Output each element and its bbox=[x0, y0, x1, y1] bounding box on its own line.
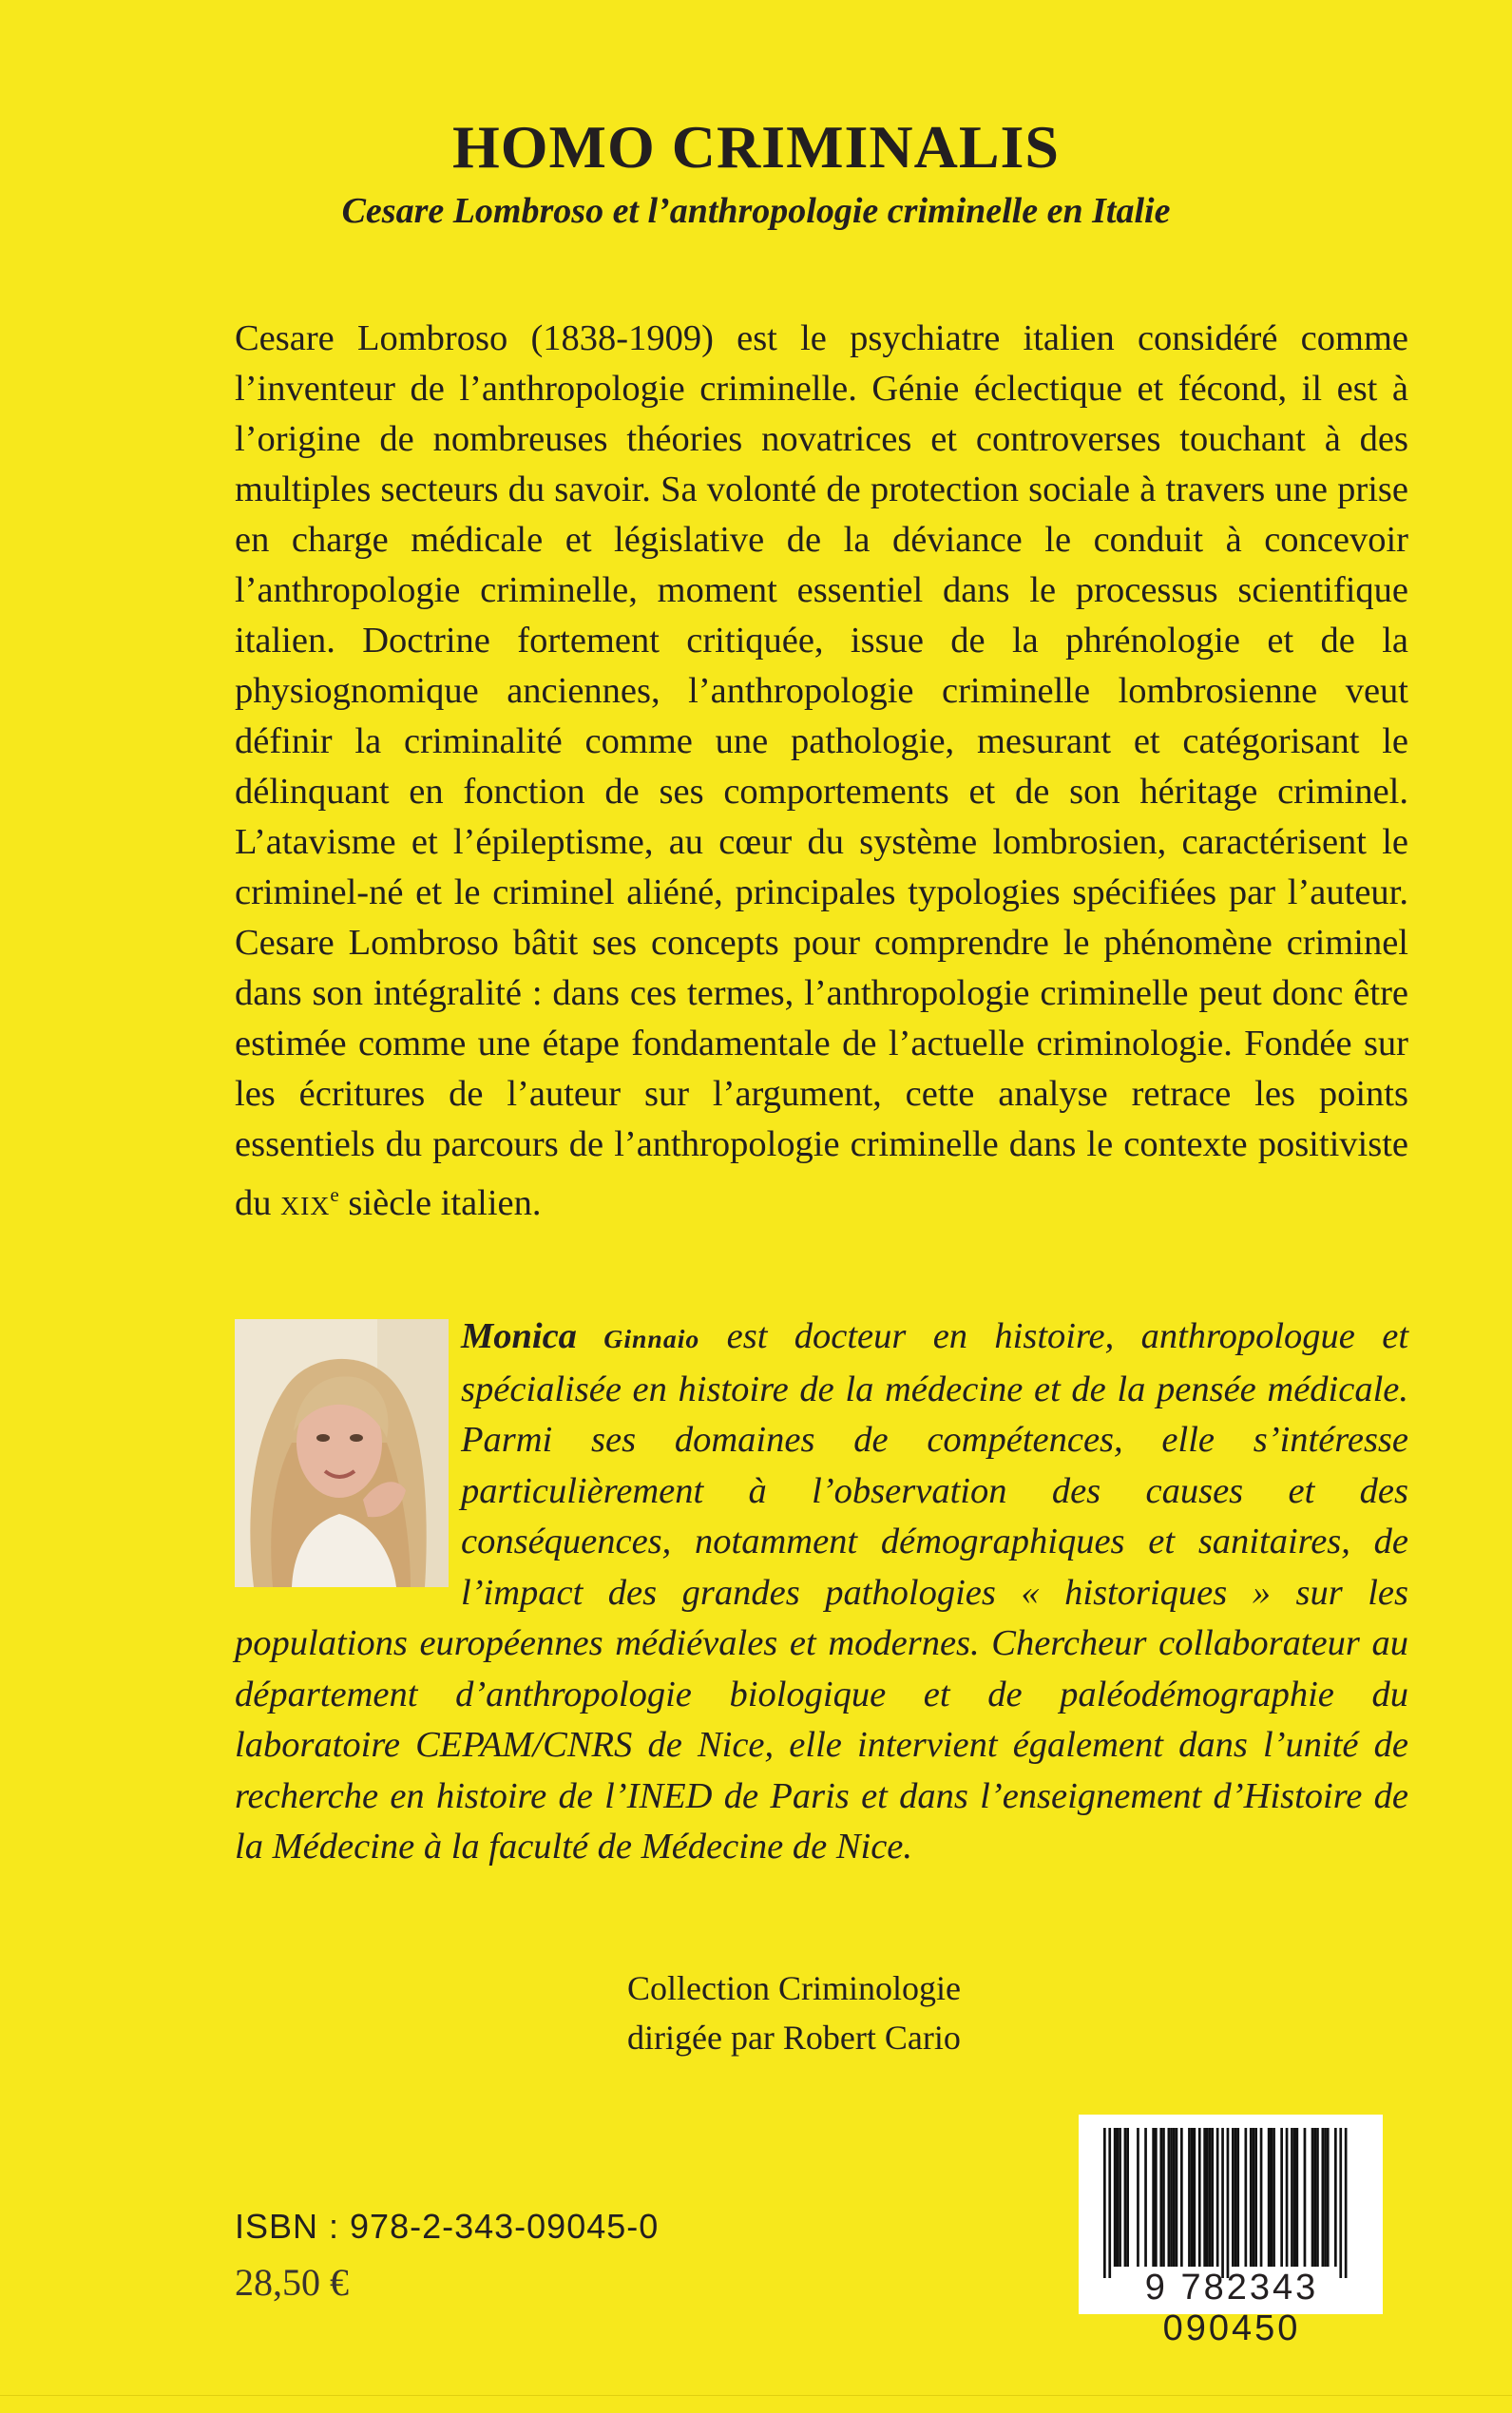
book-subtitle: Cesare Lombroso et l’anthropologie criminelle en Italie bbox=[341, 191, 1171, 231]
barcode-bar bbox=[1216, 2128, 1219, 2267]
barcode-bar bbox=[1339, 2128, 1342, 2278]
barcode-bar bbox=[1260, 2128, 1263, 2267]
collection-info bbox=[627, 1963, 961, 2062]
author-name bbox=[461, 1316, 699, 1356]
barcode-bar bbox=[1203, 2128, 1206, 2267]
collection-name: Collection Criminologie bbox=[627, 1969, 961, 2007]
barcode-bar bbox=[1198, 2128, 1201, 2267]
barcode-bar bbox=[1293, 2128, 1296, 2267]
barcode-bar bbox=[1176, 2128, 1178, 2267]
barcode-bar bbox=[1253, 2128, 1255, 2267]
barcode-bar bbox=[1170, 2128, 1173, 2267]
author-last-name: Ginnaio bbox=[603, 1324, 700, 1353]
barcode-bar bbox=[1117, 2128, 1120, 2267]
barcode-bar bbox=[1162, 2128, 1165, 2267]
century-numeral: XIX bbox=[280, 1190, 331, 1220]
barcode-bar bbox=[1334, 2128, 1337, 2267]
barcode-bar bbox=[1311, 2128, 1314, 2267]
century-superscript: e bbox=[330, 1183, 339, 1206]
barcode-bar bbox=[1168, 2128, 1171, 2267]
barcode-bar bbox=[1159, 2128, 1162, 2267]
barcode-bar bbox=[1126, 2128, 1129, 2267]
barcode-bar bbox=[1254, 2128, 1257, 2267]
barcode-bar bbox=[1180, 2128, 1183, 2267]
barcode-bar bbox=[1232, 2128, 1234, 2267]
barcode-bar bbox=[1234, 2128, 1237, 2267]
isbn-number: ISBN : 978-2-343-09045-0 bbox=[235, 2207, 660, 2246]
barcode-bar bbox=[1296, 2128, 1299, 2267]
barcode-bar bbox=[1322, 2128, 1325, 2267]
barcode-bar bbox=[1316, 2128, 1319, 2267]
barcode-bar bbox=[1236, 2128, 1239, 2267]
barcode-bar bbox=[1188, 2128, 1191, 2267]
barcode-bar bbox=[1103, 2128, 1106, 2278]
barcode-bar bbox=[1137, 2128, 1139, 2267]
barcode-bar bbox=[1345, 2128, 1348, 2278]
barcode-bar bbox=[1273, 2128, 1275, 2267]
barcode-bar bbox=[1250, 2128, 1253, 2267]
collection-director: dirigée par Robert Cario bbox=[627, 2019, 961, 2057]
barcode-bar bbox=[1191, 2128, 1194, 2267]
barcode-bar bbox=[1194, 2128, 1196, 2267]
barcode-bar bbox=[1209, 2128, 1212, 2267]
barcode-bar bbox=[1291, 2128, 1293, 2267]
barcode-digits: 9 782343 090450 bbox=[1144, 2268, 1319, 2348]
summary-part-2: siècle italien. bbox=[348, 1182, 542, 1223]
barcode-bar bbox=[1280, 2128, 1283, 2267]
author-bio bbox=[235, 1312, 1408, 1873]
barcode-bar bbox=[1327, 2128, 1330, 2267]
barcode-bar bbox=[1173, 2128, 1176, 2267]
bottom-divider bbox=[0, 2395, 1512, 2396]
author-bio-text: est docteur en histoire, anthropologue et spécialisée en histoire de la médecine et de la pensée médicale. Parmi ses domaines de compétences, elle s’intéresse particulièrement à l’observation des causes et des conséquences, notamment démographiques et sanitaires, de l’impact des grandes pathologies « historiques » sur les populations européennes médiévales et modernes. Chercheur collaborateur au département d’anthropologie biologique et de paléodémographie du laboratoire CEPAM/CNRS de Nice, elle intervient également dans l’unité de recherche en histoire de l’INED de Paris et dans l’enseignement d’Histoire de la Médecine à la faculté de Médecine de Nice. bbox=[235, 1316, 1409, 1867]
barcode-bar bbox=[1304, 2128, 1307, 2267]
summary-part-1: Cesare Lombroso (1838-1909) est le psychiatre italien considéré comme l’inventeur de l’anthropologie criminelle. Génie éclectique et fécond, il est à l’origine de nombreuses théories novatrices et controverses touchant à des multiples secteurs du savoir. Sa volonté de protection sociale à travers une prise en charge médicale et législative de la déviance le conduit à concevoir l’anthropologie criminelle, moment essentiel dans le processus scientifique italien. Doctrine fortement critiquée, issue de la phrénologie et de la physiognomique anciennes, l’anthropologie criminelle lombrosienne veut définir la criminalité comme une pathologie, mesurant et catégorisant le délinquant en fonction de ses comportements et de son héritage criminel. L’atavisme et l’épileptisme, au cœur du système lombrosien, caractérisent le criminel-né et le criminel aliéné, principales typologies spécifiées par l’auteur. Cesare Lombroso bâtit ses concepts pour comprendre le phénomène criminel dans son intégralité : dans ces termes, l’anthropologie criminelle peut donc être estimée comme une étape fondamentale de l’actuelle criminologie. Fondée sur les écritures de l’auteur sur l’argument, cette analyse retrace les points essentiels du parcours de l’anthropologie criminelle dans le contexte positiviste du bbox=[235, 318, 1408, 1223]
barcode-bar bbox=[1286, 2128, 1289, 2267]
barcode-bar bbox=[1152, 2128, 1155, 2267]
author-first-name: Monica bbox=[461, 1316, 577, 1356]
barcode-bar bbox=[1108, 2128, 1111, 2278]
barcode-bar bbox=[1245, 2128, 1248, 2267]
barcode-bar bbox=[1221, 2128, 1224, 2278]
barcode-bar bbox=[1114, 2128, 1117, 2267]
book-title: HOMO CRIMINALIS bbox=[451, 113, 1061, 181]
barcode-bar bbox=[1227, 2128, 1230, 2278]
barcode-bar bbox=[1155, 2128, 1158, 2267]
barcode-bar bbox=[1144, 2128, 1147, 2267]
barcode-bar bbox=[1211, 2128, 1214, 2267]
barcode-bar bbox=[1324, 2128, 1327, 2267]
barcode-bar bbox=[1206, 2128, 1209, 2267]
barcode-bar bbox=[1124, 2128, 1127, 2267]
barcode-bar bbox=[1119, 2128, 1121, 2267]
barcode-bar bbox=[1271, 2128, 1273, 2267]
price-label: 28,50 € bbox=[235, 2261, 349, 2304]
barcode-bar bbox=[1268, 2128, 1271, 2267]
summary-text bbox=[235, 314, 1408, 1231]
barcode-bar bbox=[1313, 2128, 1316, 2267]
